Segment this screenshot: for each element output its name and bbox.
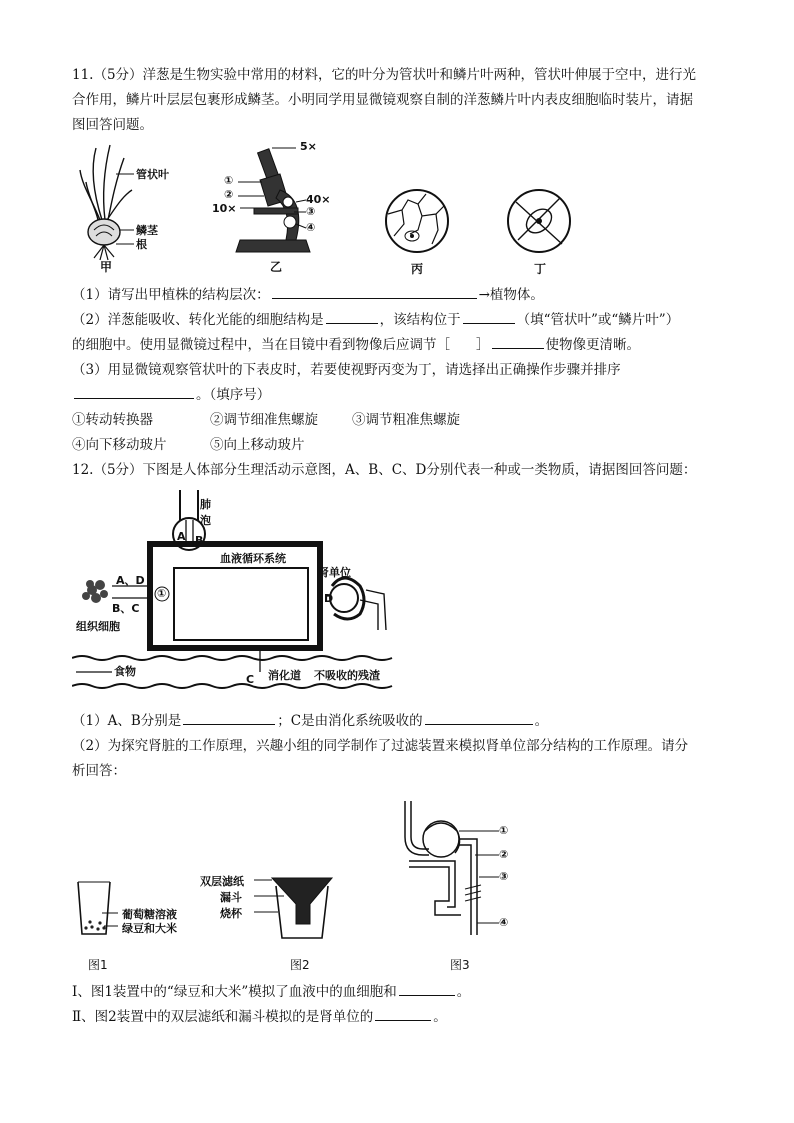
- q12-part-i-text: Ⅰ、图1装置中的“绿豆和大米”模拟了血液中的血细胞和: [72, 984, 397, 1000]
- label-B-lung: B: [195, 534, 204, 547]
- answer-blank-nephron-part[interactable]: [375, 1006, 431, 1021]
- label-lung: 肺: [200, 498, 211, 511]
- label-circulation: 血液循环系统: [220, 552, 286, 565]
- label-food: 食物: [114, 665, 136, 678]
- mark-1: ①: [224, 174, 234, 187]
- caption-fig1: 图1: [88, 958, 108, 972]
- q11-sub2-line1: [72, 309, 679, 331]
- q11-sub2-text-d: 的细胞中。使用显微镜过程中，当在目镜中看到物像后应调节［: [72, 337, 450, 353]
- q11-sub1: [72, 284, 544, 306]
- figure-field-bing: [382, 186, 452, 256]
- q11-stem-line1: 11.（5分）洋葱是生物实验中常用的材料，它的叶分为管状叶和鳞片叶两种，管状叶伸展于空中，进行光: [72, 67, 697, 83]
- q12-part-i: [72, 981, 470, 1003]
- q11-sub1-text: （1）请写出甲植株的结构层次：: [72, 287, 270, 303]
- caption-fig2: 图2: [290, 958, 310, 972]
- answer-blank-step-order[interactable]: [74, 384, 194, 399]
- label-C: C: [246, 673, 255, 686]
- q11-sub2-text-e: ］: [476, 337, 490, 353]
- option-4: ④向下移动玻片: [72, 437, 167, 453]
- answer-blank-leaf-type[interactable]: [463, 309, 515, 324]
- answer-blank-structure-levels[interactable]: [272, 284, 477, 299]
- mark-2: ②: [224, 188, 234, 201]
- mark-4: ④: [306, 221, 316, 234]
- label-tubular-leaf: 管状叶: [136, 168, 169, 181]
- fig3-mark-4: ④: [499, 916, 509, 929]
- field-of-view-bing: [382, 186, 452, 256]
- answer-blank-C[interactable]: [425, 710, 533, 725]
- mag-10x: 10×: [212, 202, 237, 215]
- mark-3: ③: [306, 205, 316, 218]
- answer-blank-part-name[interactable]: [492, 334, 544, 349]
- label-digestive-tract: 消化道: [268, 669, 301, 682]
- answer-blank-plasma[interactable]: [399, 981, 455, 996]
- label-circle-1: ①: [157, 587, 167, 600]
- label-AD: A、D: [116, 574, 145, 587]
- caption-fig3: 图3: [450, 958, 470, 972]
- option-1: ①转动转换器: [72, 412, 153, 428]
- q12-sub1-text-a: （1）A、B分别是: [72, 713, 182, 729]
- mag-40x: 40×: [306, 193, 331, 206]
- q12-sub1: [72, 710, 548, 732]
- label-glucose-solution: 葡萄糖溶液: [122, 908, 177, 921]
- label-funnel: 漏斗: [220, 891, 242, 904]
- figure-3-nephron-model: [395, 795, 535, 945]
- caption-ding: 丁: [534, 262, 547, 276]
- answer-blank-cell-structure[interactable]: [326, 309, 378, 324]
- figure-field-ding: [504, 186, 574, 256]
- label-A-lung: A: [177, 530, 186, 543]
- q12-sub2-line2: 析回答：: [72, 763, 126, 779]
- label-tissue-cells: 组织细胞: [76, 620, 120, 633]
- q11-sub3-line2: [72, 384, 270, 406]
- caption-bing: 丙: [411, 262, 424, 276]
- q11-sub2-text-f: 使物像更清晰。: [545, 337, 640, 353]
- figure-1-beaker: [72, 870, 202, 940]
- q11-stem-line3: 图回答问题。: [72, 117, 153, 133]
- q12-sub1-text-b: ；C是由消化系统吸收的: [277, 713, 423, 729]
- label-residue: 不吸收的残渣: [314, 669, 380, 682]
- option-3: ③调节粗准焦螺旋: [352, 412, 460, 428]
- q11-sub1-tail: →植物体。: [478, 287, 544, 303]
- option-2: ②调节细准焦螺旋: [210, 412, 318, 428]
- label-beaker: 烧杯: [220, 907, 242, 920]
- onion-drawing: [72, 140, 202, 275]
- q12-stem: 12.（5分）下图是人体部分生理活动示意图，A、B、C、D分别代表一种或一类物质，请据图回答问题：: [72, 462, 697, 478]
- q11-stem-line2: 合作用，鳞片叶层层包裹形成鳞茎。小明同学用显微镜观察自制的洋葱鳞片叶内表皮细胞临时装片，请据: [72, 92, 693, 108]
- q11-sub3-line1: （3）用显微镜观察管状叶的下表皮时，若要使视野丙变为丁，请选择出正确操作步骤并排序: [72, 362, 621, 378]
- answer-blank-AB[interactable]: [183, 710, 275, 725]
- q11-sub2-text-a: （2）洋葱能吸收、转化光能的细胞结构是: [72, 312, 324, 328]
- q12-part-ii: [72, 1006, 447, 1028]
- q11-sub3-tail: 。（填序号）: [196, 387, 271, 403]
- figure-2-funnel: [198, 868, 338, 948]
- fig3-mark-2: ②: [499, 848, 509, 861]
- field-of-view-ding: [504, 186, 574, 256]
- q12-sub1-text-c: 。: [534, 713, 549, 729]
- label-beans-rice: 绿豆和大米: [122, 922, 177, 935]
- q11-options-row1: [72, 409, 460, 431]
- q11-sub2-text-b: ，该结构位于: [379, 312, 461, 328]
- q11-options-row2: [72, 434, 305, 456]
- label-double-filter-paper: 双层滤纸: [200, 875, 244, 888]
- label-BC: B、C: [112, 602, 140, 615]
- label-alveolus: 泡: [200, 514, 211, 527]
- q11-sub2-text-c: （填“管状叶”或“鳞片叶”）: [516, 312, 680, 328]
- q12-sub2-line1: （2）为探究肾脏的工作原理，兴趣小组的同学制作了过滤装置来模拟肾单位部分结构的工作原理。请分: [72, 738, 689, 754]
- fig3-mark-1: ①: [499, 824, 509, 837]
- fig3-mark-3: ③: [499, 870, 509, 883]
- mag-5x: 5×: [300, 140, 317, 153]
- q12-part-i-tail: 。: [456, 984, 471, 1000]
- q12-part-ii-tail: 。: [433, 1009, 447, 1025]
- figure-onion-plant: [72, 140, 202, 275]
- q12-part-ii-text: Ⅱ、图2装置中的双层滤纸和漏斗模拟的是肾单位的: [72, 1009, 374, 1025]
- label-bulb: 鳞茎: [136, 224, 158, 237]
- label-root: 根: [136, 238, 147, 251]
- option-5: ⑤向上移动玻片: [210, 437, 305, 453]
- nephron-model-drawing: [395, 795, 535, 945]
- caption-yi: 乙: [270, 260, 283, 274]
- label-nephron: 肾单位: [318, 566, 351, 579]
- figure-physiology-diagram: [72, 490, 412, 695]
- figure-microscope: [210, 140, 340, 260]
- q11-sub2-line2: [72, 334, 640, 356]
- label-D: D: [324, 592, 334, 605]
- caption-jia: 甲: [100, 260, 113, 274]
